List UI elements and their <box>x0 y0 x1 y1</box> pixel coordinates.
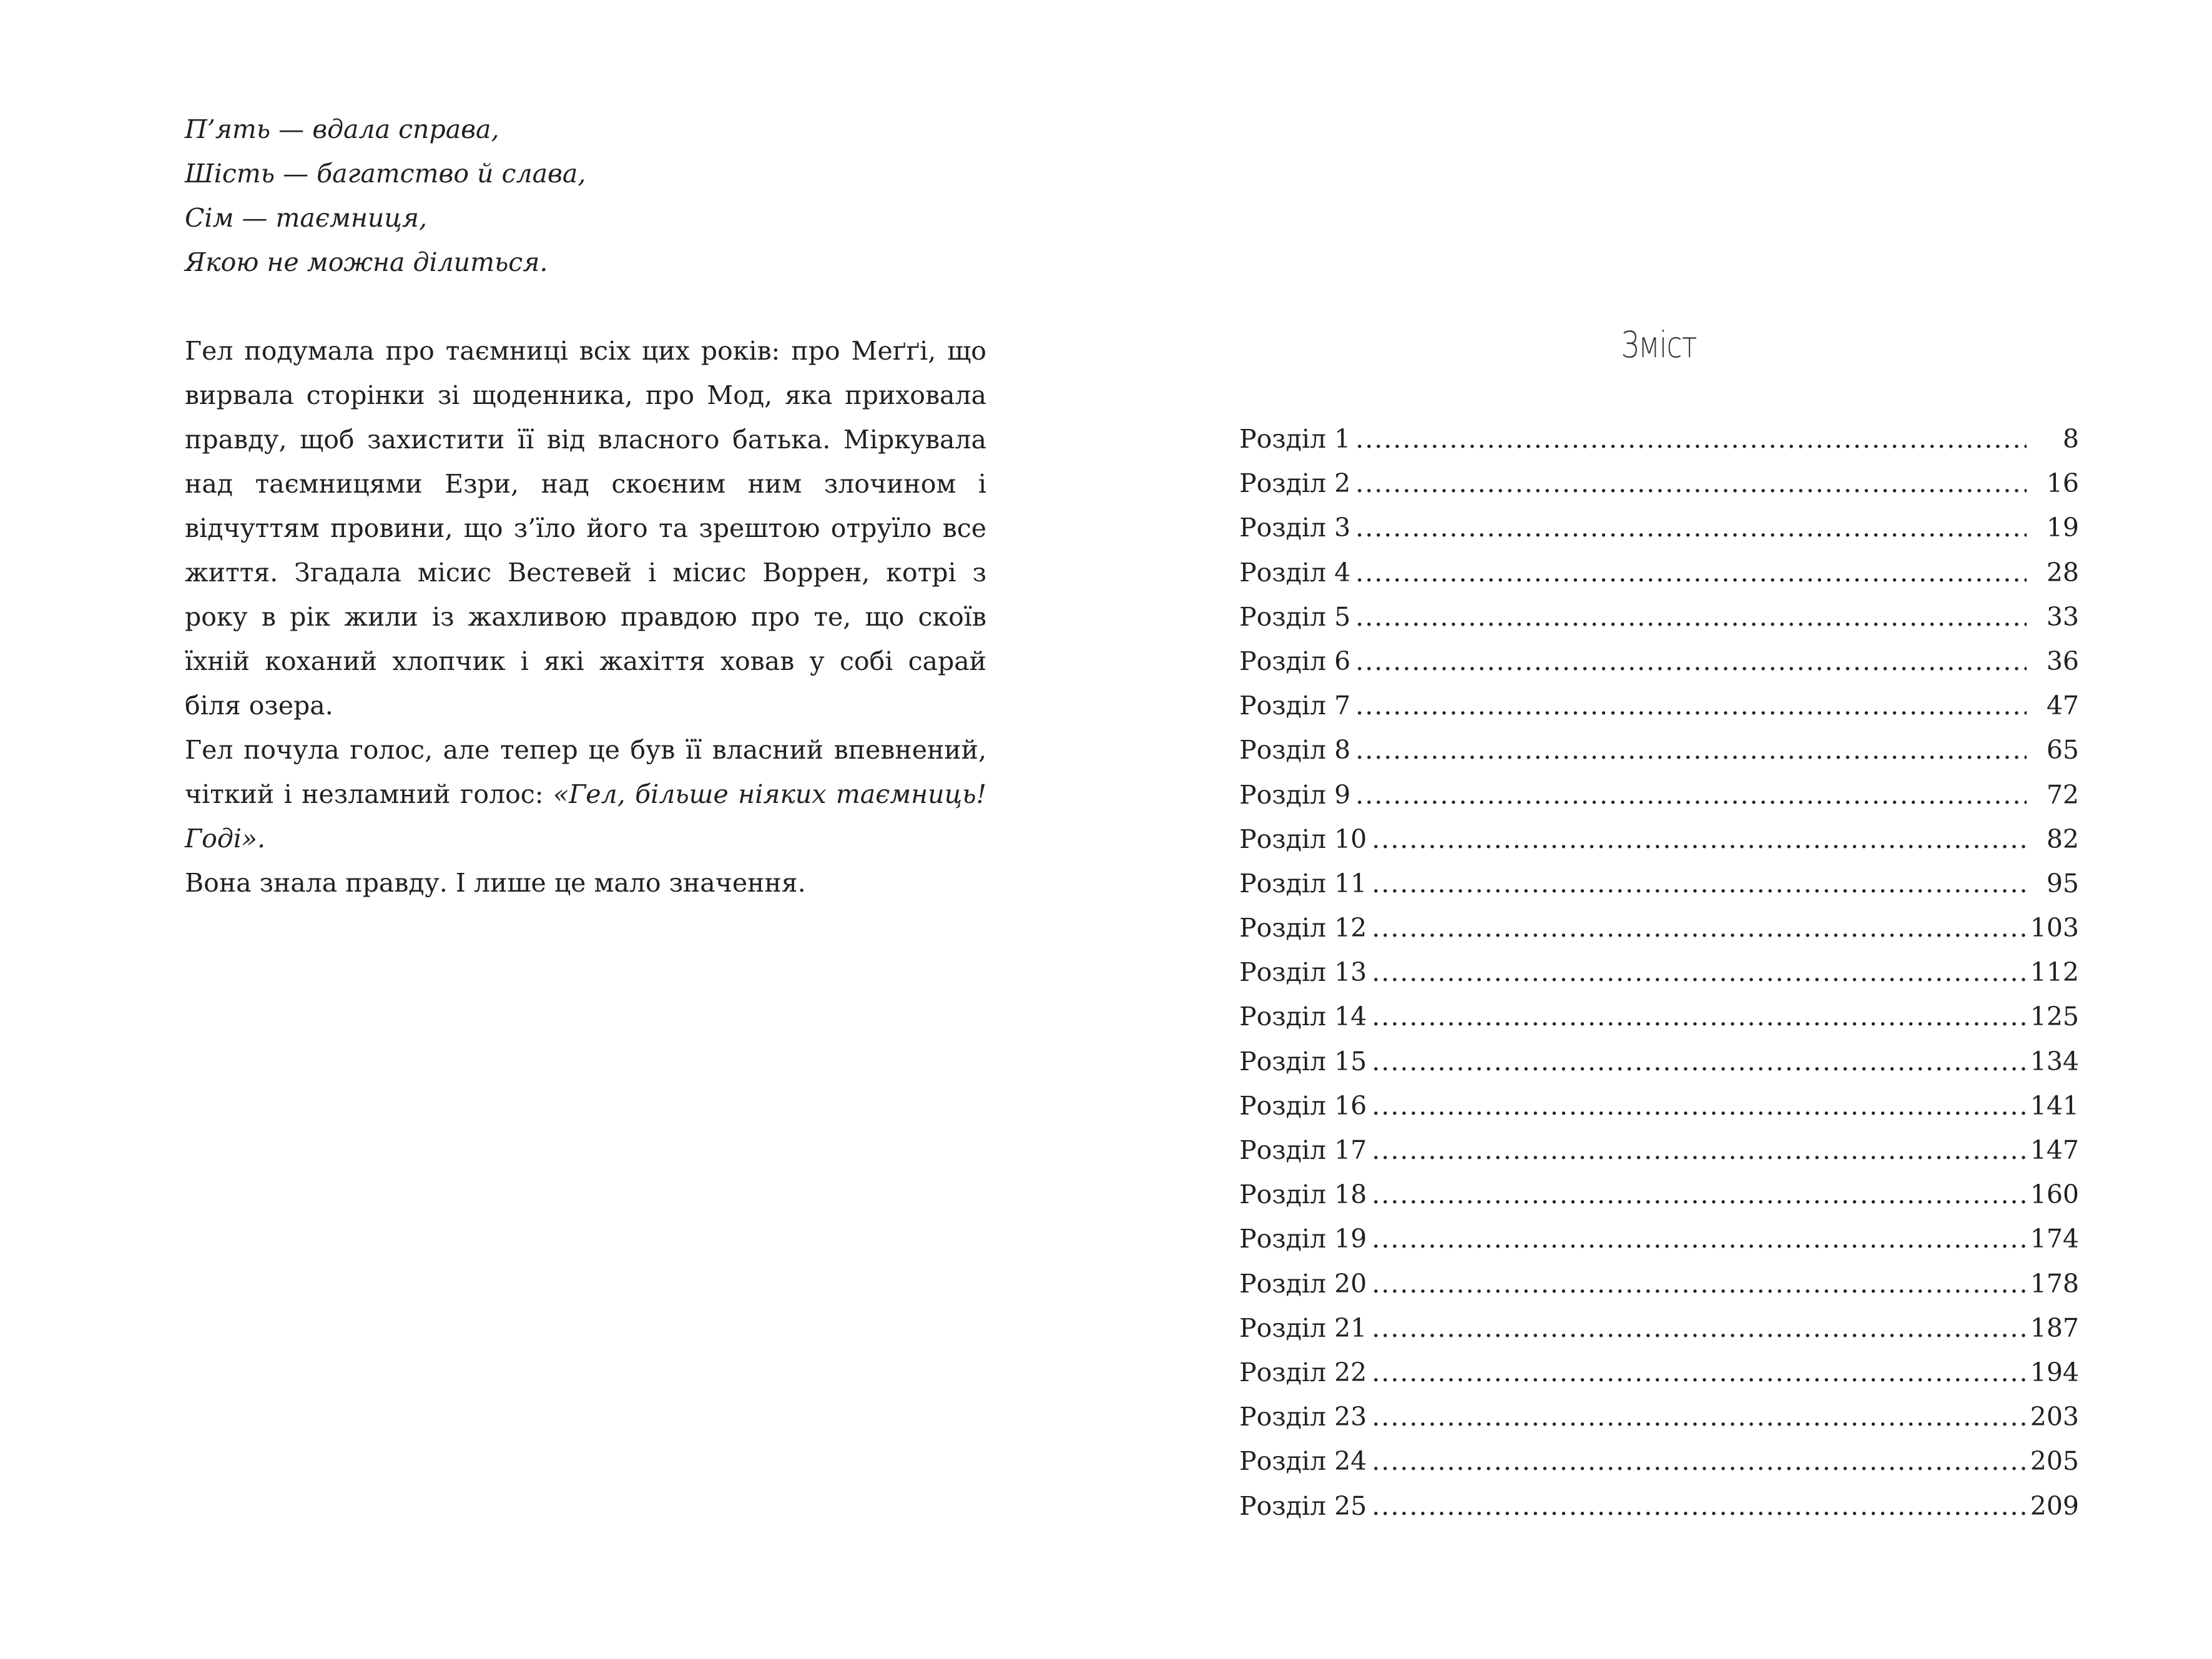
toc-entry-page-number: 28 <box>2046 557 2079 588</box>
toc-entry[interactable] <box>1239 1395 2079 1439</box>
toc-entry-label: Розділ 22 <box>1239 1357 1367 1387</box>
toc-entry-page-number: 82 <box>2046 824 2079 854</box>
toc-entry[interactable] <box>1239 417 2079 461</box>
toc-entry[interactable] <box>1239 773 2079 817</box>
quoted-voice: «Гел, більше ніяких таємниць! Годі». <box>185 779 986 854</box>
toc-entry-page-number: 33 <box>2046 601 2079 632</box>
toc-entry-label: Розділ 3 <box>1239 513 1351 543</box>
toc-entry-page-number: 16 <box>2046 468 2079 499</box>
toc-entry-label: Розділ 15 <box>1239 1046 1367 1076</box>
toc-leader-dots <box>1372 1484 2025 1529</box>
toc-entry-label: Розділ 16 <box>1239 1090 1367 1121</box>
toc-entry-label: Розділ 7 <box>1239 691 1351 721</box>
toc-leader-dots <box>1355 595 2027 639</box>
toc-entry[interactable] <box>1239 1306 2079 1351</box>
right-page <box>1106 0 2212 1659</box>
toc-entry[interactable] <box>1239 1128 2079 1173</box>
body-text <box>185 329 986 905</box>
toc-entry-page-number: 47 <box>2046 691 2079 721</box>
toc-entry-label: Розділ 12 <box>1239 913 1367 943</box>
toc-entry[interactable] <box>1239 461 2079 506</box>
paragraph <box>185 728 986 861</box>
toc-leader-dots <box>1372 1395 2025 1439</box>
toc-entry[interactable] <box>1239 1084 2079 1128</box>
toc-entry[interactable] <box>1239 1262 2079 1306</box>
toc-entry-page-number: 205 <box>2030 1446 2079 1477</box>
toc-entry-page-number: 8 <box>2062 424 2079 454</box>
poem-line: Якою не можна ділиться. <box>185 247 548 277</box>
toc-leader-dots <box>1355 506 2027 550</box>
toc-entry[interactable] <box>1239 728 2079 772</box>
epigraph-poem <box>185 107 986 285</box>
toc-title: Зміст <box>1621 323 1697 366</box>
toc-leader-dots <box>1355 684 2027 728</box>
toc-entry-page-number: 134 <box>2030 1046 2079 1076</box>
toc-entry-label: Розділ 10 <box>1239 824 1367 854</box>
toc-entry[interactable] <box>1239 1351 2079 1395</box>
toc-entry[interactable] <box>1239 1040 2079 1084</box>
paragraph-text: Вона знала правду. І лише це мало значення. <box>185 868 806 898</box>
toc-entry-label: Розділ 19 <box>1239 1224 1367 1254</box>
toc-entry-label: Розділ 6 <box>1239 646 1351 676</box>
toc-entry-page-number: 112 <box>2030 957 2079 988</box>
toc-leader-dots <box>1372 1217 2025 1261</box>
toc-leader-dots <box>1372 950 2025 995</box>
toc-entry-page-number: 125 <box>2030 1002 2079 1032</box>
toc-entry-label: Розділ 17 <box>1239 1135 1367 1165</box>
toc-leader-dots <box>1372 1084 2025 1128</box>
toc-entry-page-number: 36 <box>2046 646 2079 676</box>
toc-entry-label: Розділ 13 <box>1239 957 1367 988</box>
toc-leader-dots <box>1372 862 2027 906</box>
toc-entry-page-number: 19 <box>2046 513 2079 543</box>
toc-entry-label: Розділ 21 <box>1239 1312 1367 1343</box>
toc-entry-page-number: 65 <box>2046 735 2079 766</box>
toc-entry[interactable] <box>1239 995 2079 1039</box>
toc-entry[interactable] <box>1239 1217 2079 1261</box>
toc-entry[interactable] <box>1239 950 2079 995</box>
poem-line: П’ять — вдала справа, <box>185 114 499 144</box>
toc-entry-page-number: 194 <box>2030 1357 2079 1387</box>
toc-entry-page-number: 147 <box>2030 1135 2079 1165</box>
toc-entry[interactable] <box>1239 1173 2079 1217</box>
toc-entry[interactable] <box>1239 639 2079 684</box>
toc-leader-dots <box>1372 1128 2025 1173</box>
paragraph <box>185 861 986 905</box>
toc-leader-dots <box>1372 995 2025 1039</box>
paragraph-text: Гел почула голос, але тепер це був її власний впевнений, чіткий і незламний голос: <box>185 735 986 809</box>
toc-entry-label: Розділ 5 <box>1239 601 1351 632</box>
toc-entry[interactable] <box>1239 1484 2079 1529</box>
toc-entry[interactable] <box>1239 862 2079 906</box>
toc-leader-dots <box>1355 461 2027 506</box>
toc-entry-label: Розділ 2 <box>1239 468 1351 499</box>
toc-entry[interactable] <box>1239 551 2079 595</box>
table-of-contents <box>1239 417 2079 1529</box>
toc-entry-label: Розділ 14 <box>1239 1002 1367 1032</box>
toc-leader-dots <box>1355 417 2027 461</box>
toc-entry[interactable] <box>1239 817 2079 862</box>
toc-entry-page-number: 95 <box>2046 868 2079 898</box>
toc-leader-dots <box>1355 728 2027 772</box>
toc-entry[interactable] <box>1239 684 2079 728</box>
paragraph-text: Гел подумала про таємниці всіх цих років: про Меґґі, що вирвала сторінки зі щоденника, про Мод, яка приховала правду, щоб захистити її від власного батька. Міркувала над таємницями Езри, над скоєним ним злочином і відчуттям провини, що з’їло його та зрештою отруїло все життя. Згадала місис Вестевей і місис Воррен, котрі з року в рік жили із жахливою правдою про те, що скоїв їхній коханий хлопчик і які жахіття ховав у собі сарай біля озера. <box>185 336 986 721</box>
toc-entry-page-number: 160 <box>2030 1179 2079 1210</box>
toc-entry-label: Розділ 20 <box>1239 1268 1367 1299</box>
toc-entry-label: Розділ 24 <box>1239 1446 1367 1477</box>
toc-entry-page-number: 103 <box>2030 913 2079 943</box>
toc-entry-page-number: 178 <box>2030 1268 2079 1299</box>
toc-leader-dots <box>1372 817 2027 862</box>
toc-leader-dots <box>1372 1173 2025 1217</box>
toc-entry-page-number: 187 <box>2030 1312 2079 1343</box>
toc-entry[interactable] <box>1239 506 2079 550</box>
toc-leader-dots <box>1355 639 2027 684</box>
poem-line: Шість — багатство й слава, <box>185 159 586 189</box>
toc-leader-dots <box>1372 1351 2025 1395</box>
toc-entry-label: Розділ 1 <box>1239 424 1351 454</box>
toc-leader-dots <box>1355 551 2027 595</box>
toc-entry-page-number: 141 <box>2030 1090 2079 1121</box>
toc-leader-dots <box>1372 1439 2025 1484</box>
toc-leader-dots <box>1355 773 2027 817</box>
toc-leader-dots <box>1372 1040 2025 1084</box>
toc-entry-page-number: 174 <box>2030 1224 2079 1254</box>
toc-entry-label: Розділ 18 <box>1239 1179 1367 1210</box>
toc-leader-dots <box>1372 1262 2025 1306</box>
toc-entry-page-number: 203 <box>2030 1402 2079 1432</box>
toc-leader-dots <box>1372 1306 2025 1351</box>
toc-entry[interactable] <box>1239 595 2079 639</box>
toc-entry-label: Розділ 25 <box>1239 1490 1367 1521</box>
toc-entry[interactable] <box>1239 906 2079 950</box>
toc-entry-label: Розділ 23 <box>1239 1402 1367 1432</box>
toc-entry-label: Розділ 4 <box>1239 557 1351 588</box>
poem-line: Сім — таємниця, <box>185 203 428 233</box>
toc-leader-dots <box>1372 906 2025 950</box>
paragraph <box>185 329 986 728</box>
toc-entry-label: Розділ 8 <box>1239 735 1351 766</box>
toc-entry-label: Розділ 9 <box>1239 779 1351 810</box>
toc-entry-page-number: 72 <box>2046 779 2079 810</box>
toc-entry-label: Розділ 11 <box>1239 868 1367 898</box>
toc-entry[interactable] <box>1239 1439 2079 1484</box>
toc-entry-page-number: 209 <box>2030 1490 2079 1521</box>
